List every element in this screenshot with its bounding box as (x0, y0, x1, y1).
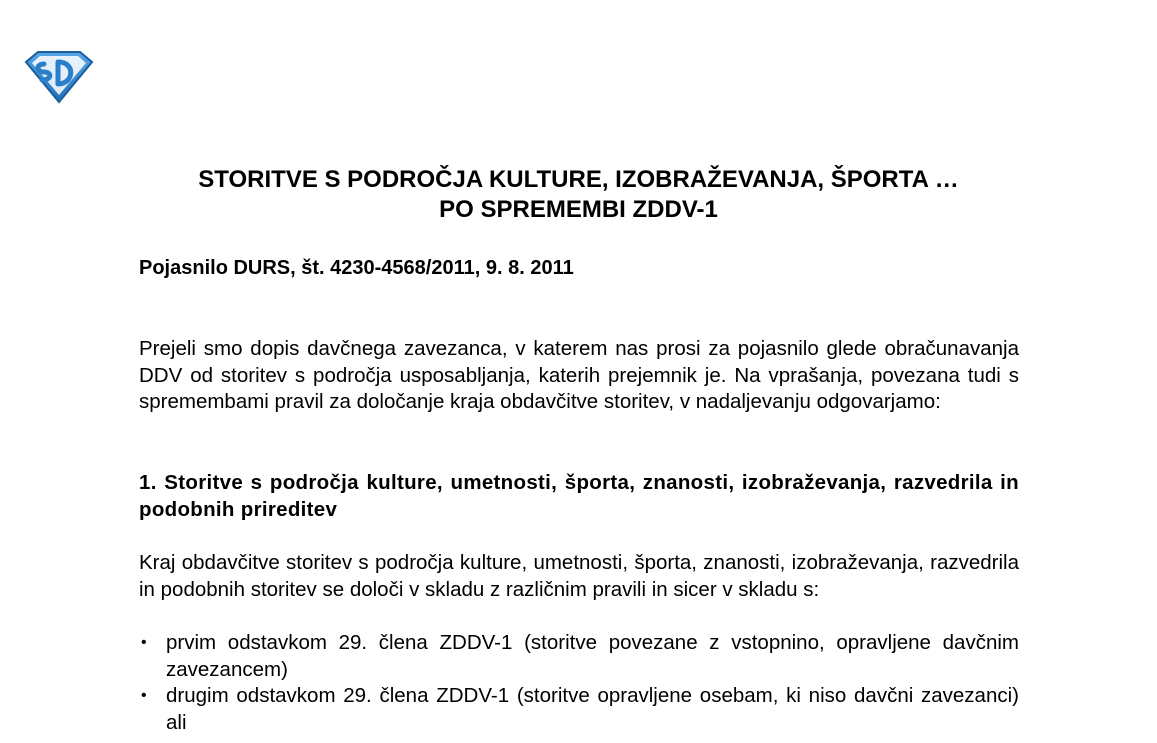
section-heading-1: 1. Storitve s področja kulture, umetnosti, športa, znanosti, izobraževanja, razvedrila in podobnih prireditev (139, 471, 1019, 521)
section-paragraph: Kraj obdavčitve storitev s področja kulture, umetnosti, športa, znanosti, izobraževanja, razvedrila in podobnih storitev se določi v skladu z različnim pravili in sicer v skladu s: (139, 551, 1019, 601)
title-line-1: STORITVE S PODROČJA KULTURE, IZOBRAŽEVANJA, ŠPORTA … (198, 166, 959, 193)
company-logo (22, 48, 96, 104)
bullet-item: • drugim odstavkom 29. člena ZDDV-1 (storitve opravljene osebam, ki niso davčni zavezanci) ali (139, 683, 1019, 736)
reference-line: Pojasnilo DURS, št. 4230-4568/2011, 9. 8. 2011 (139, 257, 574, 279)
title-line-2: PO SPREMEMBI ZDDV-1 (439, 196, 718, 223)
intro-paragraph: Prejeli smo dopis davčnega zavezanca, v katerem nas prosi za pojasnilo glede obračunavanja DDV od storitev s področja usposabljanja, katerih prejemnik je. Na vprašanja, povezana tudi s spremembami pravil za določanje kraja obdavčitve storitev, v nadaljevanju odgovarjamo: (139, 337, 1019, 413)
document-title (0, 165, 1157, 225)
bullet-item: • prvim odstavkom 29. člena ZDDV-1 (storitve povezane z vstopnino, opravljene davčnim zavezancem) (139, 630, 1019, 683)
bullet-list (139, 630, 1019, 736)
